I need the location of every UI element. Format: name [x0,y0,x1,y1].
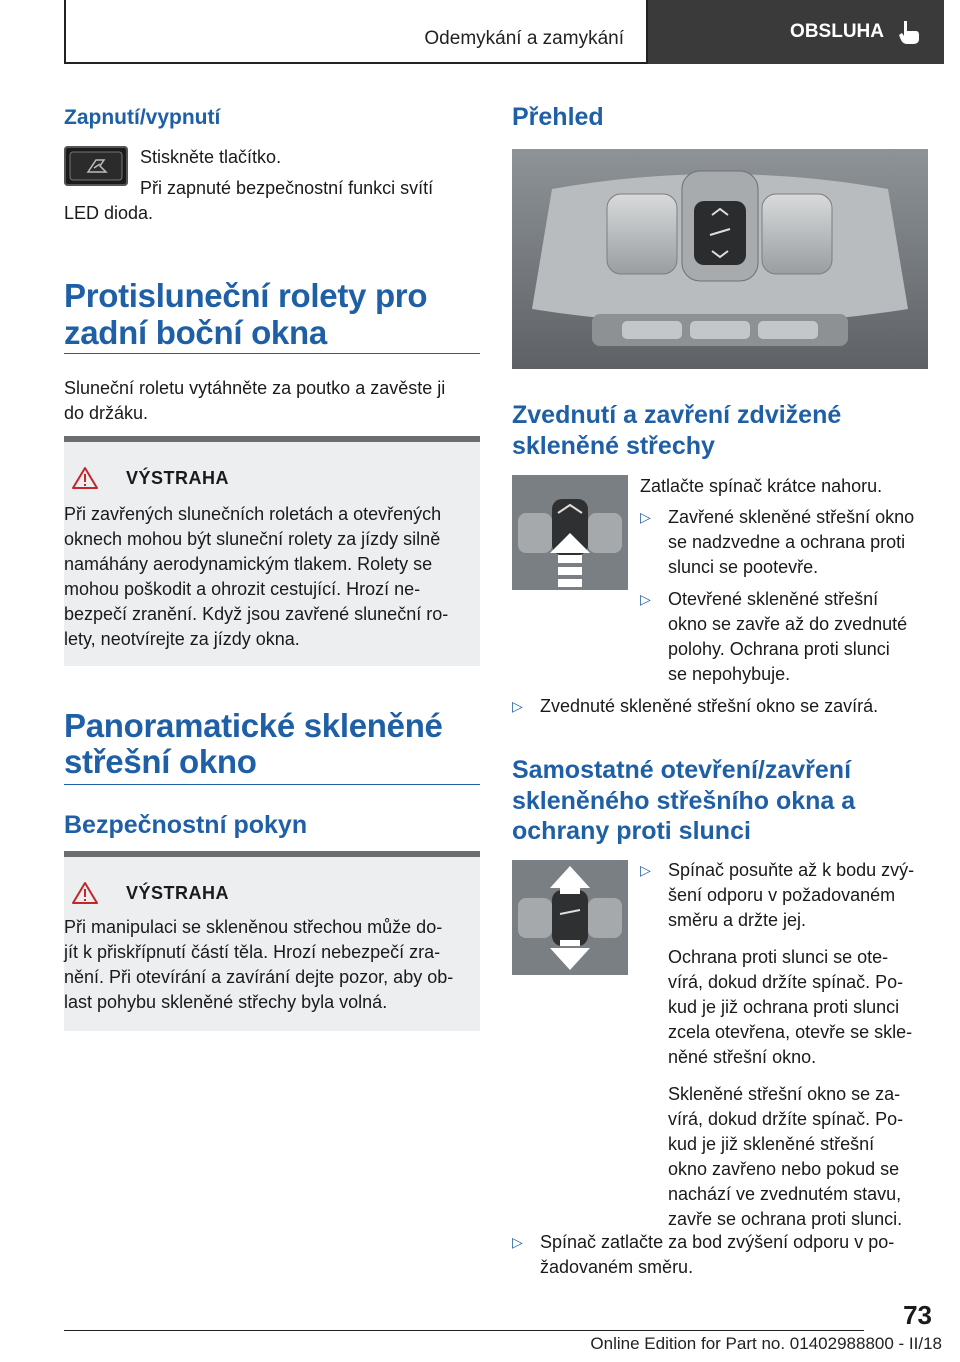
list-line: okno se zavře až do zvednuté [668,614,908,634]
warning-line: Při manipulaci se skleněnou střechou může do- [64,917,443,937]
warning-line: Při zavřených slunečních roletách a otevřených [64,504,442,524]
onoff-text-2: Při zapnuté bezpečnostní funkci svítí [140,178,434,198]
warning-line: namáhány aerodynamickým tlakem. Rolety se [64,554,433,574]
warning-line: bezpečí zranění. Když jsou zavřené sluneční ro- [64,604,449,624]
blinds-text-2: do držáku. [64,403,149,423]
bullet-triangle-icon: ▷ [640,591,651,607]
bullet-triangle-icon: ▷ [512,698,523,714]
safety-heading: Bezpečnostní pokyn [64,811,308,839]
warning-title [72,881,229,905]
list-item [640,505,930,580]
pano-heading-line-2: střešní okno [64,743,257,780]
list-line: zavře se ochrana proti slunci. [668,1209,903,1229]
raise-heading-line-1: Zvednutí a zavření zdvižené [512,401,842,429]
bullet-triangle-icon: ▷ [512,1234,523,1250]
warning-line: mohou poškodit a ohrozit cestující. Hrozí ne- [64,579,421,599]
warning-line: lety, neotvírejte za jízdy okna. [64,629,300,649]
onoff-text-1: Stiskněte tlačítko. [140,147,282,167]
footer-rule [64,1330,864,1331]
bullet-triangle-icon: ▷ [640,509,651,525]
list-line: směru a držte jej. [668,910,807,930]
warning-triangle-icon [72,881,98,905]
chapter-tab[interactable] [648,0,944,64]
alarm-button-image [64,146,128,186]
blinds-text-1: Sluneční roletu vytáhněte za poutko a zavěste ji [64,378,446,398]
switch-updown-illustration [512,860,628,975]
warning-line: last pohybu skleněné střechy byla volná. [64,992,388,1012]
switch-updown-photo [512,860,628,975]
list-line: okno zavřeno nebo pokud se [668,1159,900,1179]
warning-box [64,436,480,666]
list-line: Spínač zatlačte za bod zvýšení odporu v po- [540,1232,895,1252]
list-line: Zavřené skleněné střešní okno [668,507,915,527]
list-line: Ochrana proti slunci se ote- [668,947,889,967]
list-line: nachází ve zvednutém stavu, [668,1184,902,1204]
blinds-heading-line-2: zadní boční okna [64,314,327,351]
page-number: 73 [903,1300,932,1330]
separate-heading-line-3: ochrany proti slunci [512,817,751,845]
list-line: zcela otevřena, otevře se skle- [668,1022,913,1042]
header-section-title: Odemykání a zamykání [424,28,624,49]
warning-box [64,851,480,1031]
warning-line: oknech mohou být sluneční rolety za jízdy silně [64,529,441,549]
list-line: slunci se pootevře. [668,557,819,577]
list-line: se nepohybuje. [668,664,791,684]
list-line: vírá, dokud držíte spínač. Po- [668,972,904,992]
heading-rule [64,353,480,354]
list-line: žadovaném směru. [540,1257,694,1277]
list-line: šení odporu v požadovaném [668,885,896,905]
pano-heading-line-1: Panoramatické skleněné [64,707,443,744]
separate-heading-line-2: skleněného střešního okna a [512,787,856,815]
list-line: Spínač posuňte až k bodu zvý- [668,860,915,880]
warning-line: nění. Při otevírání a zavírání dejte pozor, aby ob- [64,967,454,987]
list-line: něné střešní okno. [668,1047,817,1067]
list-line: Zvednuté skleněné střešní okno se zavírá. [540,696,879,716]
list-item [640,858,932,1232]
heading-rule [64,784,480,785]
hand-pointer-icon [898,19,920,45]
warning-text [64,502,448,652]
list-item [640,587,930,687]
list-line: vírá, dokud držíte spínač. Po- [668,1109,904,1129]
switch-push-photo [512,475,628,590]
warning-label: VÝSTRAHA [126,882,230,903]
warning-line: jít k přiskřípnutí částí těla. Hrozí nebezpečí zra- [64,942,441,962]
warning-title [72,466,229,490]
warning-triangle-icon [72,466,98,490]
list-line: polohy. Ochrana proti slunci [668,639,890,659]
list-line: se nadzvedne a ochrana proti [668,532,906,552]
list-item [512,694,932,719]
edition-link[interactable]: Online Edition for Part no. 01402988800 - II/18 [590,1334,942,1353]
onoff-text-3: LED dioda. [64,203,154,223]
raise-heading-line-2: skleněné střechy [512,432,715,460]
onoff-heading: Zapnutí/vypnutí [64,106,221,129]
separate-heading-line-1: Samostatné otevření/zavření [512,756,852,784]
blinds-heading-line-1: Protisluneční rolety pro [64,277,428,314]
bullet-triangle-icon: ▷ [640,862,651,878]
overview-heading: Přehled [512,103,604,131]
list-line: kud je již skleněné střešní [668,1134,875,1154]
car-interior-icon [64,146,128,186]
switch-push-illustration [512,475,628,590]
list-line: kud je již ochrana proti slunci [668,997,900,1017]
list-line: Otevřené skleněné střešní [668,589,879,609]
warning-label: VÝSTRAHA [126,467,230,488]
overhead-console-photo [512,149,928,369]
chapter-label: OBSLUHA [790,21,884,42]
list-line: Skleněné střešní okno se za- [668,1084,901,1104]
overhead-console-illustration [512,149,928,369]
raise-text: Zatlačte spínač krátce nahoru. [640,476,883,496]
list-item [512,1230,932,1280]
warning-text [64,915,453,1015]
